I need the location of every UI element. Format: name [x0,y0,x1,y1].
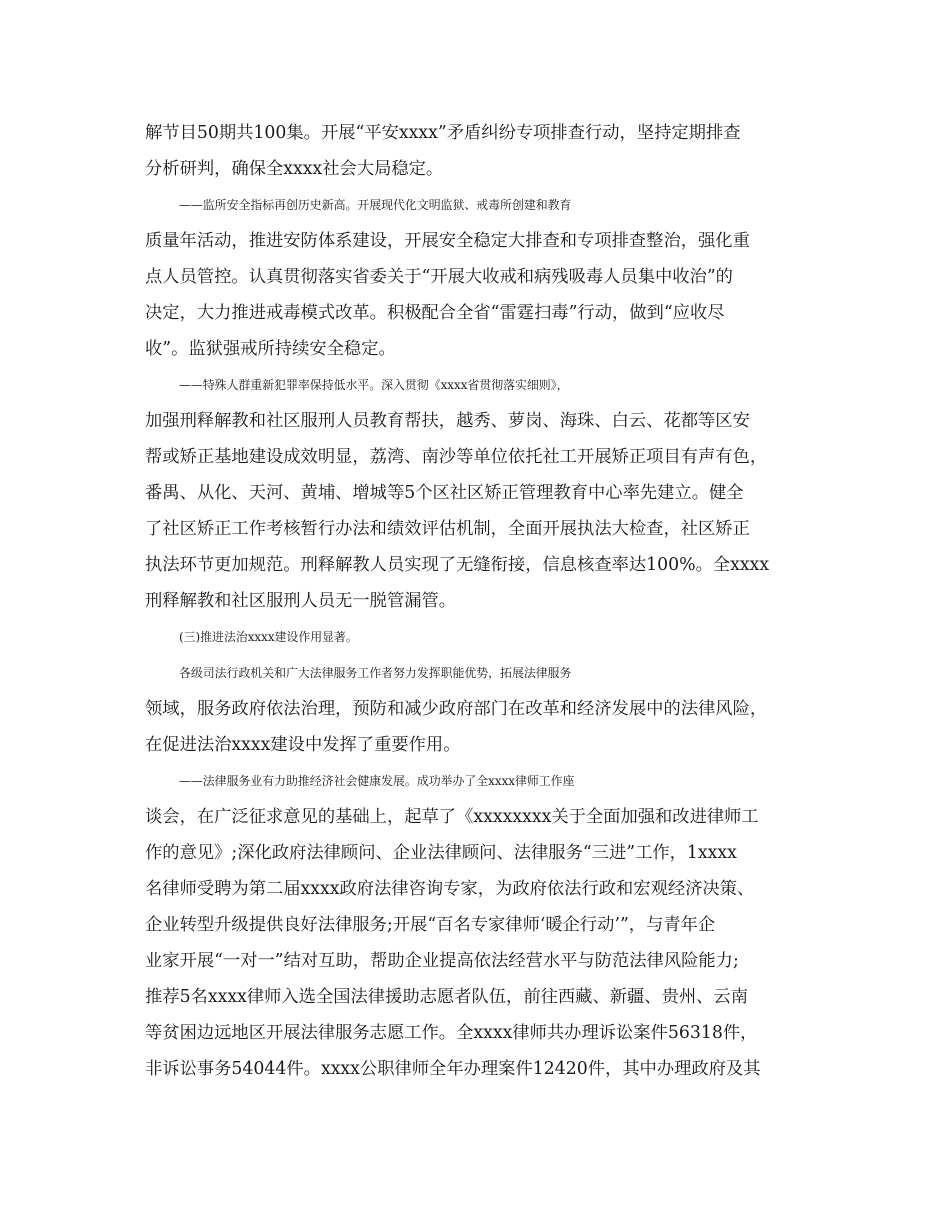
text-line: 点人员管控。认真贯彻落实省委关于“开展大收戒和病残吸毒人员集中收治”的 [145,267,733,287]
text-line: 决定，大力推进戒毒模式改革。积极配合全省“雷霆扫毒”行动，做到“应收尽 [145,303,725,323]
text-line: ——特殊人群重新犯罪率保持低水平。深入贯彻《xxxx省贯彻落实细则》， [179,378,569,392]
text-line: 谈会，在广泛征求意见的基础上，起草了《xxxxxxxx关于全面加强和改进律师工 [145,807,759,827]
text-line: 解节目50期共100集。开展“平安xxxx”矛盾纠纷专项排查行动，坚持定期排查 [145,123,741,143]
text-line: 领域，服务政府依法治理，预防和减少政府部门在改革和经济发展中的法律风险， [145,699,768,719]
text-line: 作的意见》;深化政府法律顾问、企业法律顾问、法律服务“三进”工作，1xxxx [145,843,737,863]
text-line: 等贫困边远地区开展法律服务志愿工作。全xxxx律师共办理诉讼案件56318件， [145,1023,758,1043]
text-line: 了社区矫正工作考核暂行办法和绩效评估机制，全面开展执法大检查，社区矫正 [145,519,750,539]
text-line: 各级司法行政机关和广大法律服务工作者努力发挥职能优势，拓展法律服务 [179,666,572,680]
text-line: 收”。监狱强戒所持续安全稳定。 [145,339,396,359]
text-line: 非诉讼事务54044件。xxxx公职律师全年办理案件12420件，其中办理政府及其 [145,1059,761,1079]
text-line: (三)推进法治xxxx建设作用显著。 [179,630,358,644]
text-line: 加强刑释解教和社区服刑人员教育帮扶，越秀、萝岗、海珠、白云、花都等区安 [145,411,750,431]
text-line: ——法律服务业有力助推经济社会健康发展。成功举办了全xxxx律师工作座 [179,774,575,788]
text-line: 业家开展“一对一”结对互助，帮助企业提高依法经营水平与防范法律风险能力; [145,951,739,971]
text-line: 分析研判，确保全xxxx社会大局稳定。 [145,159,444,179]
text-line: 企业转型升级提供良好法律服务;开展“百名专家律师‘暖企行动’”，与青年企 [145,915,716,935]
text-line: 执法环节更加规范。刑释解教人员实现了无缝衔接，信息核查率达100%。全xxxx [145,555,770,575]
text-line: 帮或矫正基地建设成效明显，荔湾、南沙等单位依托社工开展矫正项目有声有色， [145,447,768,467]
text-line: 刑释解教和社区服刑人员无一脱管漏管。 [145,591,457,611]
text-line: 在促进法治xxxx建设中发挥了重要作用。 [145,735,461,755]
document-body [145,115,805,1087]
text-line: 推荐5名xxxx律师入选全国法律援助志愿者队伍，前往西藏、新疆、贵州、云南 [145,987,748,1007]
text-line: 名律师受聘为第二届xxxx政府法律咨询专家，为政府依法行政和宏观经济决策、 [145,879,755,899]
text-line: ——监所安全指标再创历史新高。开展现代化文明监狱、戒毒所创建和教育 [179,198,572,212]
text-line: 番禺、从化、天河、黄埔、增城等5个区社区矫正管理教育中心率先建立。健全 [145,483,744,503]
text-line: 质量年活动，推进安防体系建设，开展安全稳定大排查和专项排查整治，强化重 [145,231,750,251]
